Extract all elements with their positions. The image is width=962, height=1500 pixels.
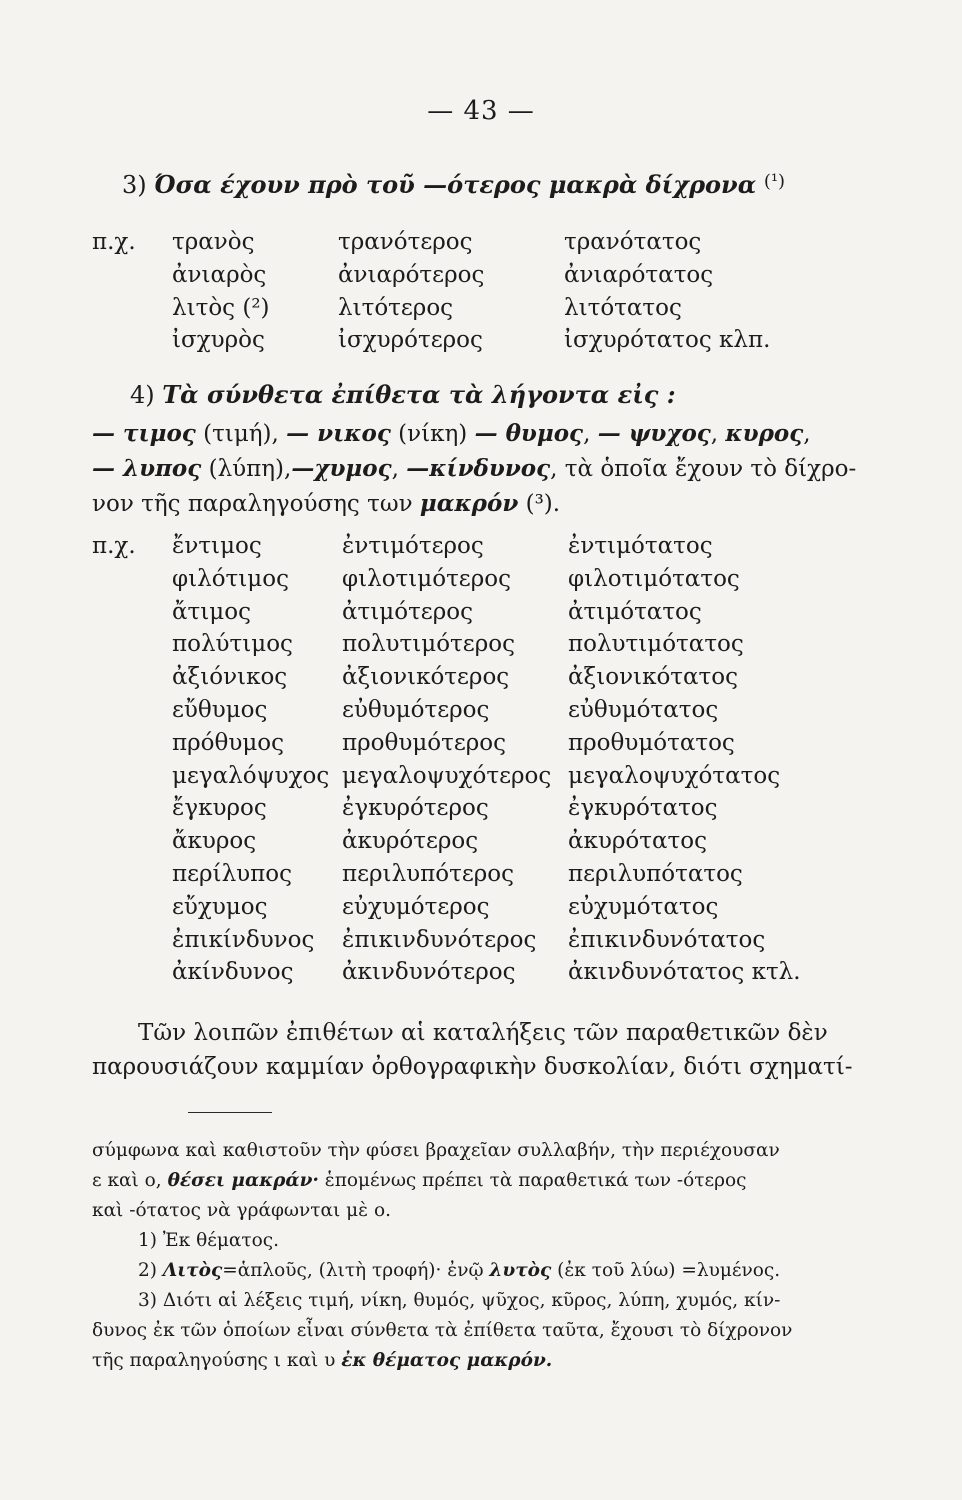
table1-superlative-column [564,226,770,357]
section-3-title: Όσα έχουν πρὸ τοῦ —ότερος μακρὰ δίχρονα [154,170,757,199]
section-4-heading [130,380,676,409]
ending-chymos: —χυμος [291,455,392,482]
table1-comparative: λιτότερος [338,294,454,321]
table2-comparative: ἐντιμότερος [342,533,484,559]
text: , [391,456,407,482]
table2-superlative: ἐπικινδυνότατος [568,926,766,953]
para4-line-1 [92,420,811,447]
table2-positive: ἔντιμος [172,533,262,559]
text: νον τῆς παραληγούσης των [92,491,420,517]
table2-positive: ἄκυρος [172,828,257,855]
table2-positive: ἀκίνδυνος [172,959,294,986]
footnote-continuation-line-3: καὶ -ότατος νὰ γράφωνται μὲ ο. [92,1200,391,1221]
table2-superlative: εὐχυμότατος [568,893,719,920]
table2-prefix [92,530,136,563]
table1-positive: τρανὸς [172,229,255,255]
table2-superlative: προθυμότατος [568,729,735,756]
table2-positive: φιλότιμος [172,565,289,592]
table1-positive-column [172,226,270,357]
table2-comparative: ἐγκυρότερος [342,795,489,822]
table2-comparative: ἀτιμότερος [342,598,473,625]
table1-comparative: ἀνιαρότερος [338,261,485,288]
table2-positive: περίλυπος [172,860,292,887]
prefix-label: π.χ. [92,533,136,559]
table1-positive: ἰσχυρὸς [172,327,265,354]
text: 2) [138,1260,163,1281]
table2-positive-column [172,530,329,989]
text: (ἐκ τοῦ λύω) =λυμένος. [551,1260,781,1281]
closing-line-2: παρουσιάζουν καμμίαν ὀρθογραφικὴν δυσκολίαν, διότι σχηματί- [92,1054,853,1080]
table2-comparative: ἀκυρότερος [342,828,479,855]
ending-timos: — τιμος [92,420,196,447]
table2-positive: ἀξιόνικος [172,664,288,691]
text: , τὰ ὁποῖα ἔχουν τὸ δίχρο- [550,456,857,482]
table2-superlative: ἀτιμότατος [568,598,702,625]
table2-superlative: περιλυπότατος [568,860,743,887]
table1-comparative: ἰσχυρότερος [338,327,483,354]
text: ἑπομένως πρέπει τὰ παραθετικά των -ότερος [318,1170,747,1191]
table2-comparative: φιλοτιμότερος [342,565,511,592]
para4-line-3 [92,490,560,517]
emphasis-litos: Λιτὸς [162,1260,223,1281]
ending-nikos: — νικος [286,420,391,447]
footnote-3-line-1: 3) Διότι αἱ λέξεις τιμή, νίκη, θυμός, ψῦχος, κῦρος, λύπη, χυμός, κίν- [138,1290,781,1311]
table2-superlative: ἐντιμότατος [568,533,713,559]
text: , [803,421,811,447]
table2-positive: εὔχυμος [172,893,268,920]
table2-comparative: πολυτιμότερος [342,631,515,658]
ending-thymos: — θυμος [474,420,584,447]
table1-comparative: τρανότερος [338,229,473,255]
footnote-3-line-3 [92,1350,552,1371]
table2-positive: μεγαλόψυχος [172,762,330,789]
table2-superlative: ἀξιονικότατος [568,664,738,691]
table2-superlative: φιλοτιμότατος [568,565,740,592]
table1-superlative: τρανότατος [564,229,702,255]
ending-kindynos: —κίνδυνος [406,455,551,482]
table2-comparative: προθυμότερος [342,729,506,756]
section-3-heading [122,170,785,199]
table1-superlative: ἰσχυρότατος κλπ. [564,327,771,354]
table2-superlative: ἀκινδυνότατος κτλ. [568,959,801,986]
table2-comparative-column [342,530,551,989]
table2-positive: πρόθυμος [172,729,284,756]
table2-superlative: μεγαλοψυχότατος [568,762,781,789]
emphasis-thesei-makran: θέσει μακράν· [167,1170,319,1191]
footnote-1: 1) Ἐκ θέματος. [138,1230,279,1251]
footnote-2 [138,1260,780,1281]
footnote-divider [188,1112,272,1113]
table2-superlative: ἐγκυρότατος [568,795,718,822]
text: (³). [518,491,561,517]
table2-comparative: εὐχυμότερος [342,893,490,920]
text: (λύπη), [201,456,292,482]
table1-positive: λιτὸς (²) [172,294,270,321]
table1-positive: ἀνιαρὸς [172,261,267,288]
text: =ἁπλοῦς, (λιτὴ τροφή)· ἐνῷ [222,1260,490,1281]
table2-superlative: ἀκυρότατος [568,828,707,855]
table2-positive: ἄτιμος [172,598,251,625]
table2-positive: ἔγκυρος [172,795,267,822]
table2-comparative: ἀξιονικότερος [342,664,510,691]
footnote-continuation-line-2 [92,1170,746,1191]
text: ε καὶ ο, [92,1170,168,1191]
footnote-3-line-2: δυνος ἐκ τῶν ὁποίων εἶναι σύνθετα τὰ ἐπίθετα ταῦτα, ἔχουσι τὸ δίχρονον [92,1320,793,1341]
table2-superlative: εὐθυμότατος [568,696,719,723]
table2-comparative: εὐθυμότερος [342,696,490,723]
closing-line-1: Τῶν λοιπῶν ἐπιθέτων αἱ καταλήξεις τῶν παραθετικῶν δὲν [138,1020,828,1046]
para4-line-2 [92,455,856,482]
emphasis-lytos: λυτὸς [489,1260,552,1281]
section-4-title: Τὰ σύνθετα ἐπίθετα τὰ λήγοντα εἰς : [162,380,676,409]
section-3-number: 3) [122,171,147,199]
footnote-continuation-line-1: σύμφωνα καὶ καθιστοῦν τὴν φύσει βραχεῖαν συλλαβήν, τὴν περιέχουσαν [92,1140,780,1161]
text: , [583,421,598,447]
table2-comparative: περιλυπότερος [342,860,514,887]
table1-comparative-column [338,226,484,357]
table2-superlative-column [568,530,801,989]
table1-prefix [92,226,136,259]
section-3-note-ref: (¹) [763,171,786,192]
table2-superlative: πολυτιμότατος [568,631,744,658]
table2-comparative: ἐπικινδυνότερος [342,926,537,953]
ending-psychos: — ψυχος [597,420,711,447]
page-number: — 43 — [427,96,535,126]
text: τῆς παραληγούσης ι καὶ υ [92,1350,342,1371]
ending-kyros: κυρος [725,420,804,447]
table2-positive: ἐπικίνδυνος [172,926,315,953]
table2-comparative: ἀκινδυνότερος [342,959,516,986]
table2-positive: πολύτιμος [172,631,293,658]
table1-superlative: λιτότατος [564,294,682,321]
emphasis-makron: μακρόν [419,490,519,517]
section-4-number: 4) [130,381,155,409]
table1-superlative: ἀνιαρότατος [564,261,714,288]
prefix-label: π.χ. [92,229,136,255]
text: (νίκη) [390,421,475,447]
table2-positive: εὔθυμος [172,696,268,723]
text: (τιμή), [195,421,287,447]
text: , [710,421,726,447]
emphasis-ek-thematos: ἐκ θέματος μακρόν. [341,1350,553,1371]
ending-lypos: — λυπος [92,455,202,482]
table2-comparative: μεγαλοψυχότερος [342,762,552,789]
